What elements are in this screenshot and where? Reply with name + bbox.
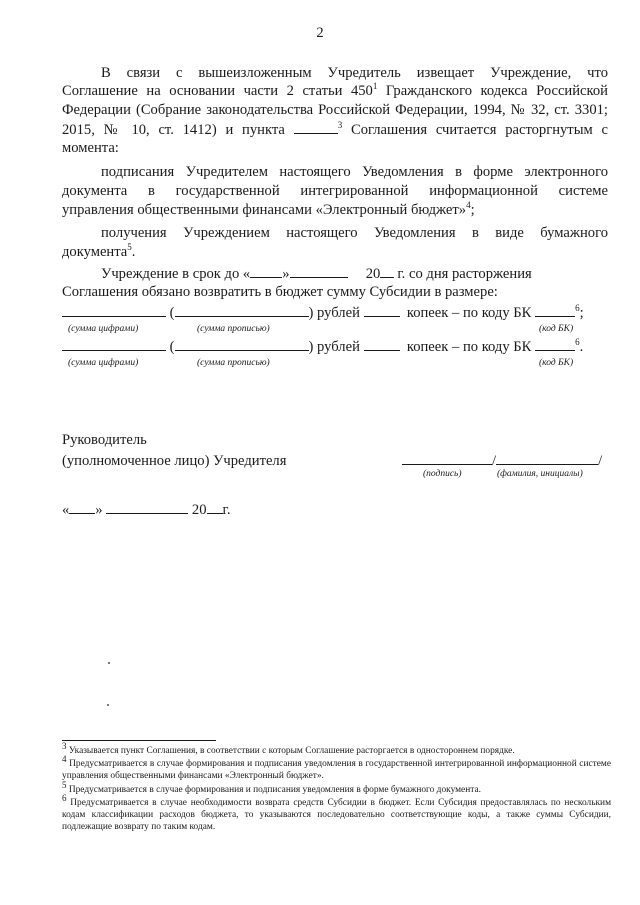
bk-code-blank [535, 337, 575, 351]
footnote-5: $^5$ Предусматривается в случае формирования и подписания уведомления в форме бумажного документа. [62, 779, 481, 795]
caption-bk-code: (код БК) [539, 358, 574, 368]
para4-line2: Соглашения обязано возвратить в бюджет сумму Субсидии в размере: [62, 284, 498, 300]
kopecks-blank [364, 303, 400, 317]
date-year-blank [207, 500, 223, 514]
deadline-open-quote: Учреждение в срок до « [101, 266, 251, 282]
para1-line3: Федерации (Собрание законодательства Российской Федерации, 1994, № 32, ст. 3301; [62, 102, 608, 118]
bk-code-blank [535, 303, 575, 317]
clause-number-blank [294, 120, 338, 134]
para1-line1: В связи с вышеизложенным Учредитель извещает Учреждение, что [101, 65, 608, 81]
date-line: « » 20 г. [62, 502, 231, 518]
kopecks-blank [364, 337, 400, 351]
signature-blank [402, 451, 492, 465]
sum-row-2: ( ) рублей копеек – по коду БК $^6$. [62, 337, 583, 357]
footnote-6: $^6$ Предусматривается в случае необходимости возврата средств Субсидии в бюджет. Если Субсидия предоставлялась по нескольким кодам классификации расходов бюджета, то указываются последовательно соответствующие коды, а также суммы Субсидии, подлежащие возврату по таким кодам. [62, 792, 612, 832]
date-month-blank [106, 500, 188, 514]
para2-line2: документа в государственной интегрированной информационной системе [62, 183, 608, 199]
signer-title-line2: (уполномоченное лицо) Учредителя [62, 453, 287, 469]
scan-speck [107, 704, 109, 706]
footnote-4: $^4$ Предусматривается в случае формирования и подписания уведомления в государственной интегрированной информационной системе управления общественными финансами «Электронный бюджет». [62, 753, 611, 781]
para2-line1: подписания Учредителем настоящего Уведомления в форме электронного [101, 164, 608, 180]
caption-sum-digits: (сумма цифрами) [68, 324, 139, 334]
date-day-blank [69, 500, 95, 514]
signature-fields: / / [402, 451, 602, 471]
deadline-year-blank [380, 264, 394, 278]
sum-words-blank [175, 337, 309, 351]
caption-signature: (подпись) [423, 469, 462, 479]
para2-line3: управления общественными финансами «Электронный бюджет»$^4$; [62, 200, 475, 218]
scan-speck [108, 662, 110, 664]
para3-line1: получения Учреждением настоящего Уведомления в виде бумажного [101, 225, 608, 241]
deadline-day-blank [250, 264, 282, 278]
para4-line1: Учреждение в срок до « » 20 г. со дня расторжения [101, 266, 532, 282]
signer-title-line1: Руководитель [62, 432, 147, 448]
sum-row-1: ( ) рублей копеек – по коду БК $^6$; [62, 303, 584, 323]
caption-bk-code: (код БК) [539, 324, 574, 334]
caption-sum-words: (сумма прописью) [197, 324, 270, 334]
page-number: 2 [316, 25, 324, 41]
sum-digits-blank [62, 337, 166, 351]
para3-line2: документа$^5$. [62, 242, 136, 260]
name-initials-blank [496, 451, 598, 465]
caption-sum-digits: (сумма цифрами) [68, 358, 139, 368]
footnote-separator [62, 740, 216, 741]
para1-line5: момента: [62, 140, 119, 156]
footnote-3: $^3$ Указывается пункт Соглашения, в соответствии с которым Соглашение расторгается в одностороннем порядке. [62, 740, 515, 756]
para1-line2: Соглашение на основании части 2 статьи $450^1$ Гражданского кодекса Российской [62, 81, 608, 99]
sum-digits-blank [62, 303, 166, 317]
caption-sum-words: (сумма прописью) [197, 358, 270, 368]
para1-line4: 2015, № 10, ст. 1412) и пункта $^3$ Соглашения считается расторгнутым с [62, 120, 608, 138]
caption-name-initials: (фамилия, инициалы) [497, 469, 583, 479]
deadline-month-blank [290, 264, 348, 278]
sum-words-blank [175, 303, 309, 317]
